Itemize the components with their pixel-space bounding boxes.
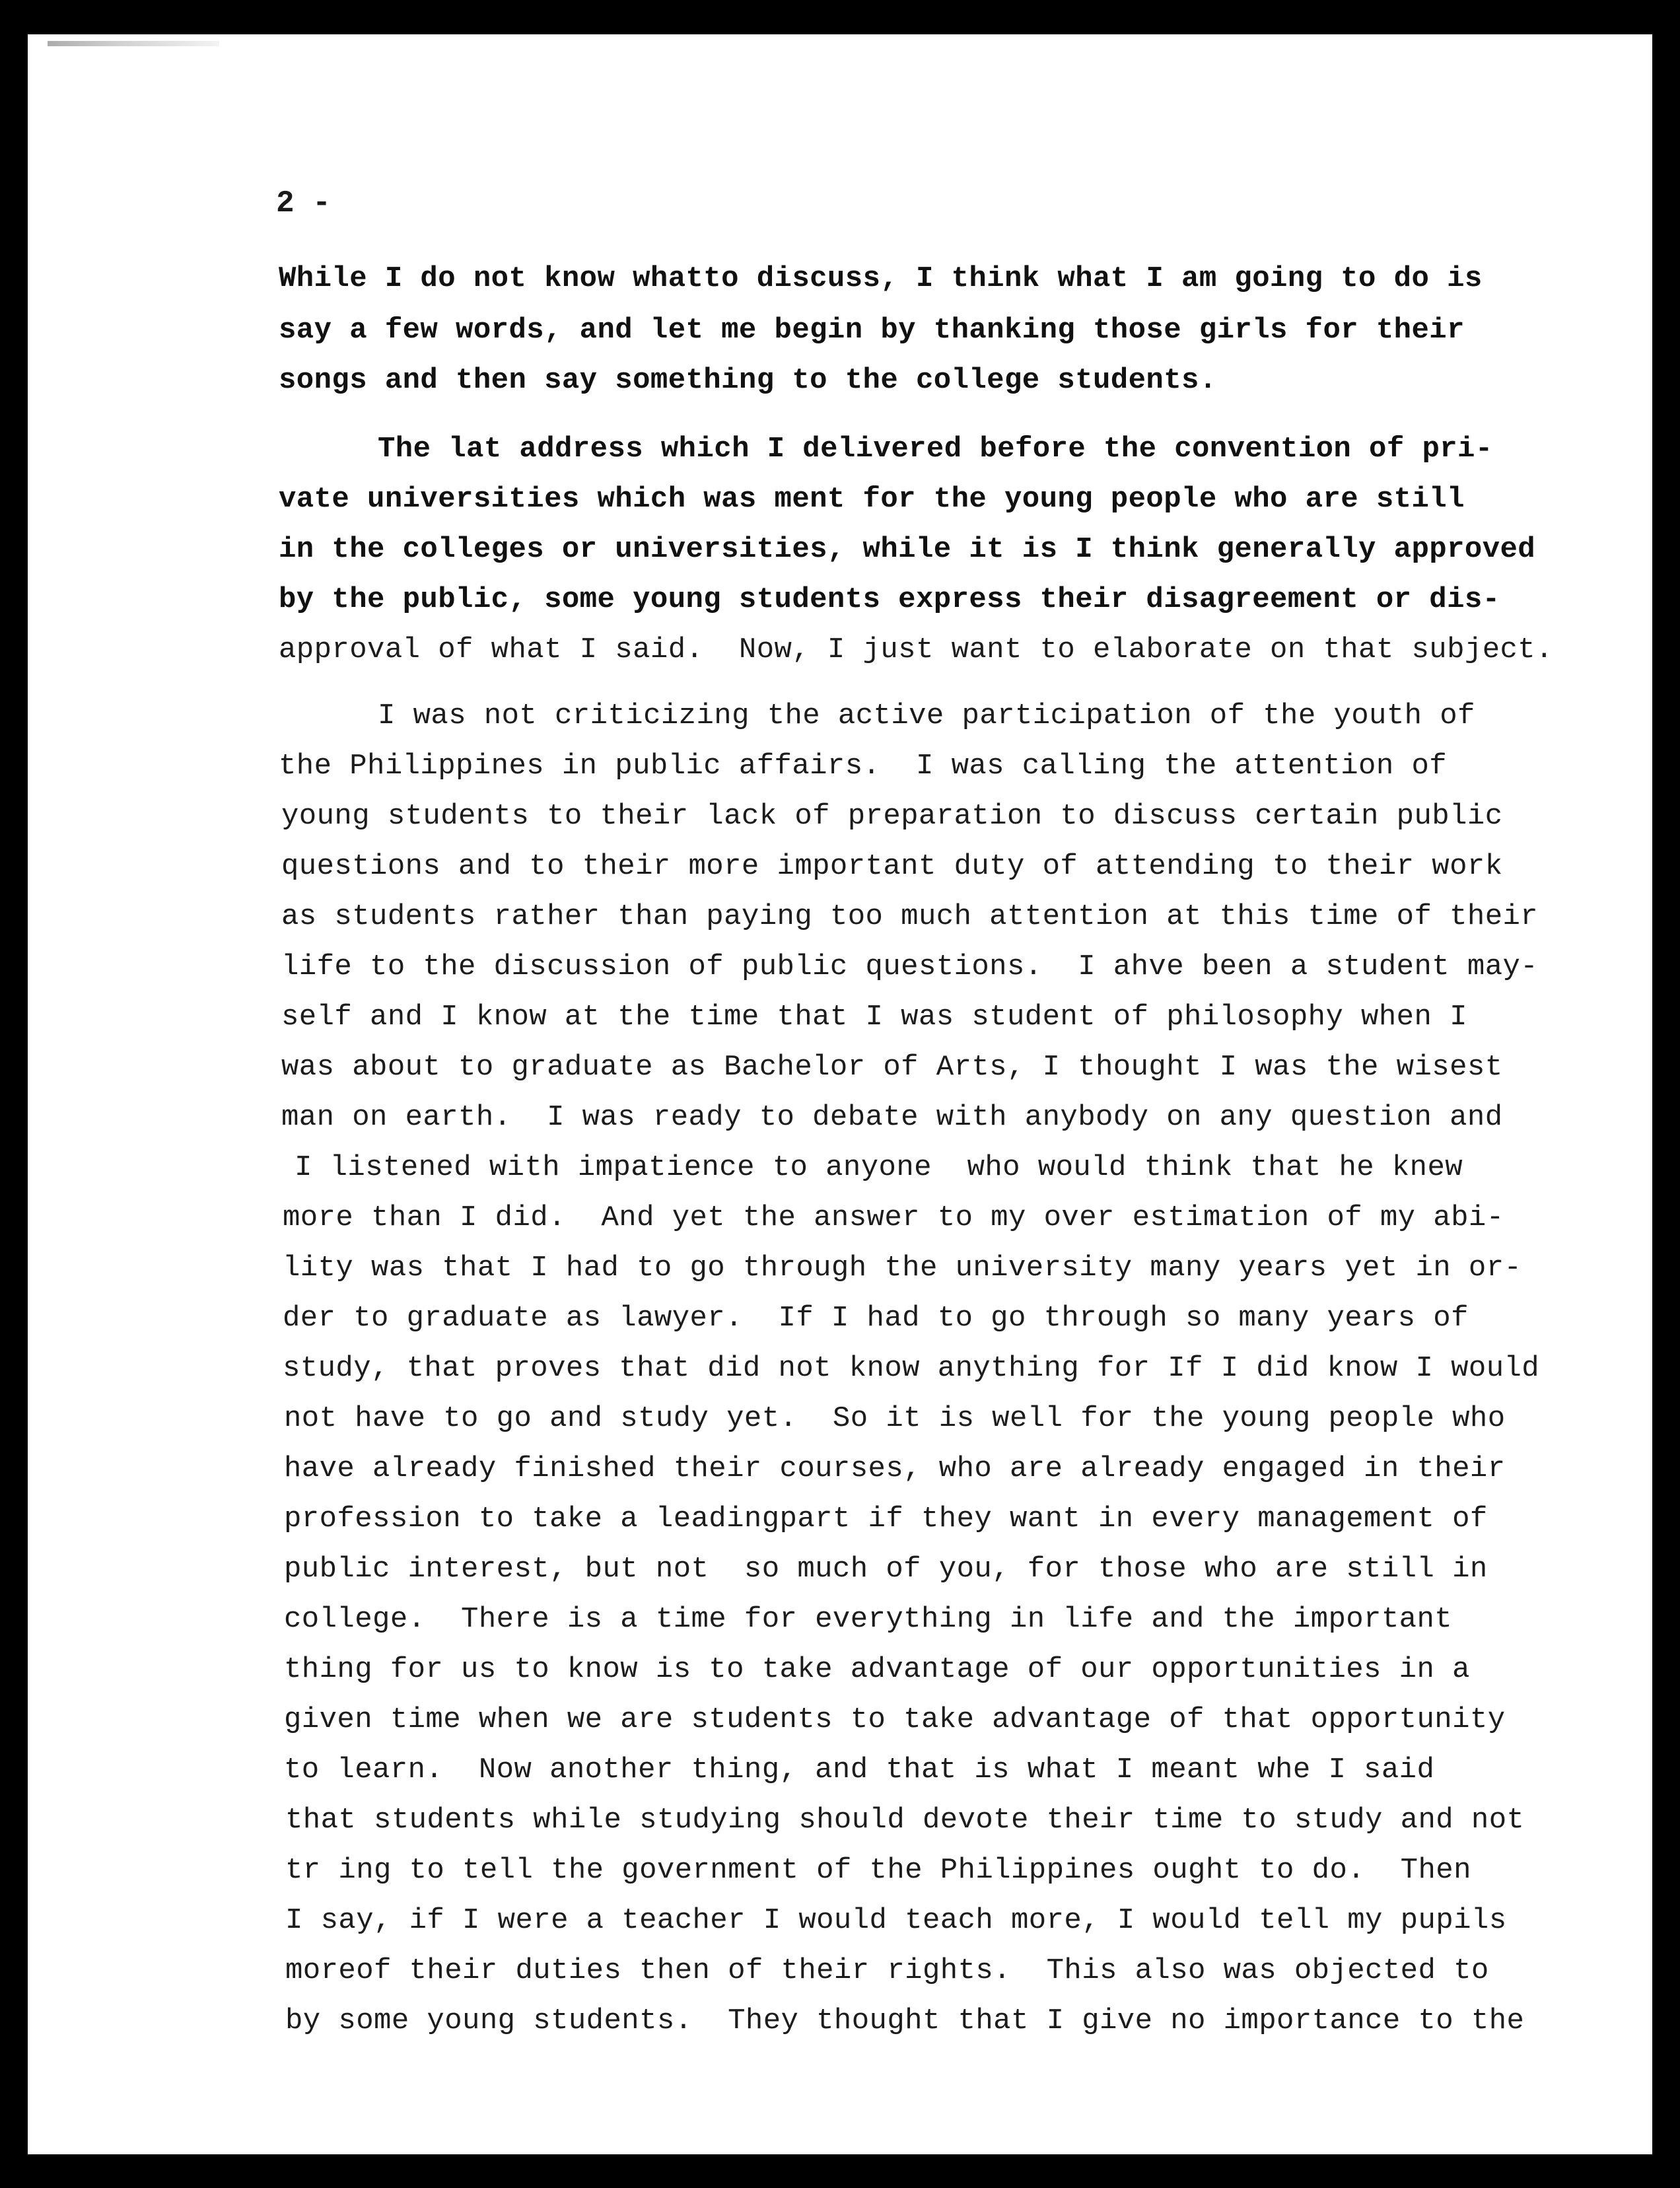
text-line: more than I did. And yet the answer to my over estimation of my abi- bbox=[283, 1201, 1504, 1234]
scan-edge-mark bbox=[48, 41, 219, 46]
text-line: songs and then say something to the college students. bbox=[279, 364, 1217, 397]
text-line: I say, if I were a teacher I would teach more, I would tell my pupils bbox=[285, 1904, 1507, 1937]
text-line: questions and to their more important duty of attending to their work bbox=[281, 850, 1503, 883]
text-line: the Philippines in public affairs. I was calling the attention of bbox=[279, 750, 1448, 783]
text-line: was about to graduate as Bachelor of Arts, I thought I was the wisest bbox=[281, 1051, 1503, 1084]
text-line: man on earth. I was ready to debate with anybody on any question and bbox=[281, 1101, 1503, 1134]
text-line: While I do not know whatto discuss, I think what I am going to do is bbox=[279, 262, 1483, 295]
text-line: say a few words, and let me begin by thanking those girls for their bbox=[279, 314, 1465, 347]
text-line: vate universities which was ment for the young people who are still bbox=[279, 483, 1465, 516]
document-page bbox=[28, 34, 1652, 2154]
text-line: as students rather than paying too much attention at this time of their bbox=[281, 900, 1539, 933]
text-line: given time when we are students to take advantage of that opportunity bbox=[284, 1703, 1506, 1736]
text-line: The lat address which I delivered before the convention of pri- bbox=[378, 433, 1493, 466]
text-line: moreof their duties then of their rights. This also was objected to bbox=[285, 1954, 1489, 1987]
text-line: I was not criticizing the active participation of the youth of bbox=[378, 699, 1475, 732]
text-line: by the public, some young students express their disagreement or dis- bbox=[279, 583, 1500, 616]
text-line: thing for us to know is to take advantage of our opportunities in a bbox=[284, 1653, 1470, 1686]
text-line: I listened with impatience to anyone who would think that he knew bbox=[295, 1151, 1463, 1184]
text-line: lity was that I had to go through the university many years yet in or- bbox=[283, 1252, 1522, 1285]
text-line: young students to their lack of preparation to discuss certain public bbox=[281, 800, 1503, 833]
text-line: profession to take a leadingpart if they want in every management of bbox=[284, 1502, 1488, 1535]
text-line: public interest, but not so much of you, for those who are still in bbox=[284, 1553, 1488, 1586]
text-line: der to graduate as lawyer. If I had to go through so many years of bbox=[283, 1302, 1469, 1335]
text-line: not have to go and study yet. So it is well for the young people who bbox=[284, 1402, 1506, 1435]
text-line: study, that proves that did not know anything for If I did know I would bbox=[283, 1352, 1540, 1385]
text-line: college. There is a time for everything in life and the important bbox=[284, 1603, 1453, 1636]
text-line: to learn. Now another thing, and that is what I meant whe I said bbox=[284, 1753, 1435, 1786]
text-line: life to the discussion of public questions. I ahve been a student may- bbox=[281, 950, 1539, 983]
page-number: 2 - bbox=[276, 186, 331, 221]
text-line: by some young students. They thought that I give no importance to the bbox=[285, 2004, 1525, 2037]
text-line: have already finished their courses, who are already engaged in their bbox=[284, 1452, 1506, 1485]
text-line: self and I know at the time that I was student of philosophy when I bbox=[281, 1001, 1467, 1034]
text-line: tr ing to tell the government of the Philippines ought to do. Then bbox=[285, 1854, 1471, 1887]
text-line: approval of what I said. Now, I just want to elaborate on that subject. bbox=[279, 633, 1553, 666]
text-line: in the colleges or universities, while it is I think generally approved bbox=[279, 533, 1536, 566]
text-line: that students while studying should devote their time to study and not bbox=[285, 1804, 1525, 1837]
